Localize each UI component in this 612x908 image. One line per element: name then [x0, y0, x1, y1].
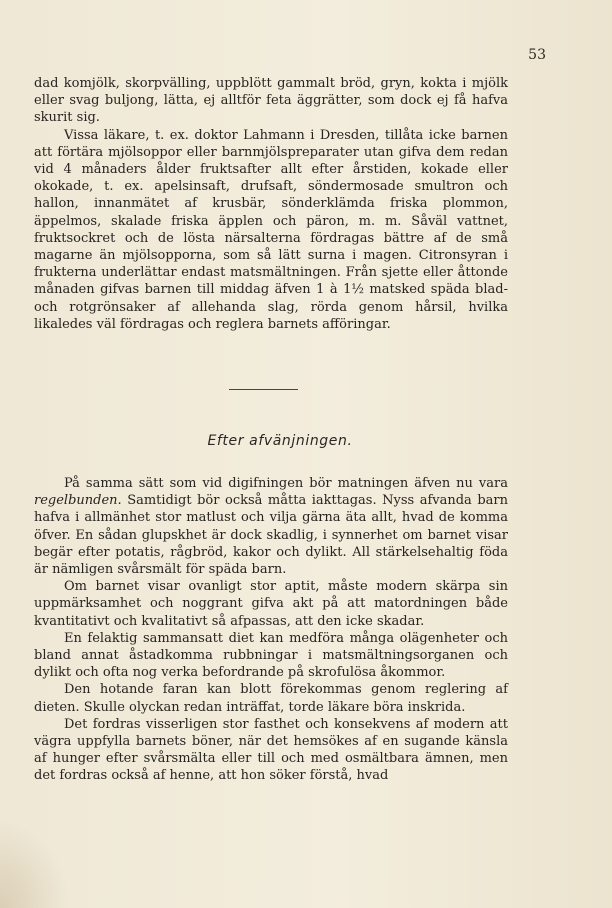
paragraph-text: På samma sätt som vid digifningen bör matningen äfven nu vara	[64, 476, 508, 491]
paragraph: dad komjölk, skorpvälling, uppblött gammalt bröd, gryn, kokta i mjölk eller svag buljong, lätta, ej alltför feta äggrätter, som dock ej få hafva skurit sig.	[34, 76, 508, 126]
paper-stain	[0, 818, 70, 908]
bottom-text-block	[34, 475, 508, 785]
paragraph: En felaktig sammansatt diet kan medföra många olägenheter och bland annat åstadkomma rubbningar i matsmältningsorganen och dylikt och ofta nog verka befordrande på skrofulösa åkommor.	[34, 630, 508, 681]
paragraph: Om barnet visar ovanligt stor aptit, måste modern skärpa sin uppmärksamhet och noggrant gifva akt på att matordningen både kvantitativt och kvalitativt så afpassas, att den icke skadar.	[34, 579, 508, 629]
top-text-block	[34, 75, 508, 333]
paragraph: Vissa läkare, t. ex. doktor Lahmann i Dresden, tillåta icke barnen att förtära mjölsoppor eller barnmjölspreparater utan gifva dem redan vid 4 månaders ålder fruktsafter allt efter årstiden, kokade eller okokade, t. ex. apelsinsaft, drufsaft, söndermosade smultron och hallon, innanmätet af krusbär, sönderklämda friska plommon, äppelmos, skalade friska äpplen och päron, m. m. Såväl vattnet, fruktsockret och de lösta närsalterna fördragas bättre af de små magarne än mjölsopporna, som så lätt surna i magen. Citronsyran i frukterna underlättar endast matsmältningen. Från sjette eller åttonde månaden gifvas barnen till middag äfven 1 à 1½ matsked späda blad- och rotgrönsaker af allehanda slag, rörda genom hårsil, hvilka likaledes väl fördragas och reglera barnets afföringar.	[34, 127, 508, 332]
page-number: 53	[528, 47, 546, 63]
section-divider	[229, 389, 298, 390]
paragraph: Det fordras visserligen stor fasthet och konsekvens af modern att vägra uppfylla barnets böner, när det hemsökes af en sugande känsla af hunger efter svårsmälta eller till och med osmältbara ämnen, men det fordras också af henne, att hon söker förstå, hvad	[34, 716, 508, 784]
paragraph-text: Samtidigt bör också måtta iakttagas. Nyss afvanda barn hafva i allmänhet stor matlust och vilja gärna äta allt, hvad de komma öfver. En sådan glupskhet är dock skadlig, i synnerhet om barnet visar begär efter potatis, rågbröd, kakor och dylikt. All stärkelsehaltig föda är nämligen svårsmält för späda barn.	[34, 493, 508, 578]
paragraph: Den hotande faran kan blott förekommas genom reglering af dieten. Skulle olyckan redan inträffat, torde läkare böra inskrida.	[34, 682, 508, 715]
paragraph	[34, 475, 508, 578]
section-heading: Efter afvänjningen.	[207, 433, 353, 449]
emphasis-text: regelbunden.	[34, 493, 122, 509]
